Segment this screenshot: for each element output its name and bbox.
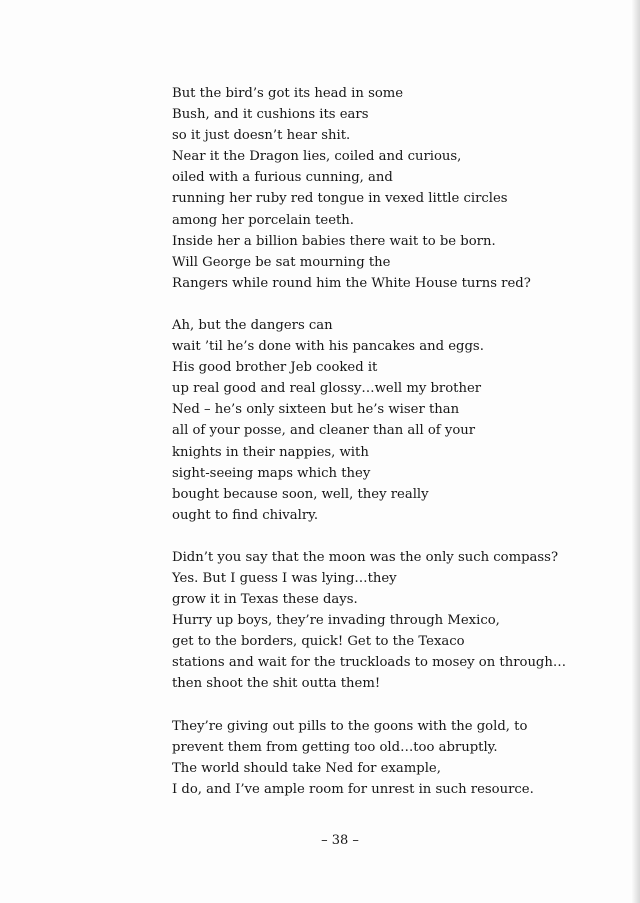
poem-line: Inside her a billion babies there wait to be born. <box>172 233 496 249</box>
poem-line: get to the borders, quick! Get to the Texaco <box>172 634 465 650</box>
stanza-2 <box>172 315 612 526</box>
poem-line: so it just doesn’t hear shit. <box>172 128 351 144</box>
poem-line: then shoot the shit outta them! <box>172 676 381 692</box>
page-edge-shadow <box>632 0 640 903</box>
page-number: – 38 – <box>321 833 359 848</box>
poem-line: ought to find chivalry. <box>172 507 319 523</box>
poem-line: running her ruby red tongue in vexed little circles <box>172 191 508 207</box>
poem-line: Hurry up boys, they’re invading through Mexico, <box>172 613 500 629</box>
poem-line: knights in their nappies, with <box>172 444 369 460</box>
poem-line: up real good and real glossy…well my brother <box>172 381 482 397</box>
poem-line: Will George be sat mourning the <box>172 254 391 270</box>
poem-line: bought because soon, well, they really <box>172 486 429 502</box>
poem-line: grow it in Texas these days. <box>172 592 358 608</box>
poem-line: His good brother Jeb cooked it <box>172 360 378 376</box>
poem-line: Near it the Dragon lies, coiled and curious, <box>172 149 462 165</box>
poem-line: stations and wait for the truckloads to mosey on through… <box>172 655 567 671</box>
poem-line: all of your posse, and cleaner than all of your <box>172 423 476 439</box>
stanza-4 <box>172 716 612 800</box>
poem-text <box>172 83 612 821</box>
poem-line: Rangers while round him the White House turns red? <box>172 275 531 291</box>
poem-line: sight-seeing maps which they <box>172 465 371 481</box>
poem-line: The world should take Ned for example, <box>172 760 441 776</box>
poem-line: Yes. But I guess I was lying…they <box>172 570 397 586</box>
poem-line: But the bird’s got its head in some <box>172 86 404 101</box>
poem-line: Ned – he’s only sixteen but he’s wiser than <box>172 402 460 418</box>
poem-line: wait ’til he’s done with his pancakes and eggs. <box>172 339 484 355</box>
poem-line: They’re giving out pills to the goons with the gold, to <box>172 718 528 734</box>
stanza-1 <box>172 83 612 294</box>
poem-line: among her porcelain teeth. <box>172 212 354 228</box>
poem-line: Bush, and it cushions its ears <box>172 107 369 123</box>
poem-line: Didn’t you say that the moon was the only such compass? <box>172 549 559 565</box>
stanza-3 <box>172 547 612 695</box>
poem-line: oiled with a furious cunning, and <box>172 170 393 186</box>
poem-line: Ah, but the dangers can <box>172 317 333 333</box>
poem-line: I do, and I’ve ample room for unrest in such resource. <box>172 781 534 797</box>
poem-line: prevent them from getting too old…too abruptly. <box>172 739 498 755</box>
